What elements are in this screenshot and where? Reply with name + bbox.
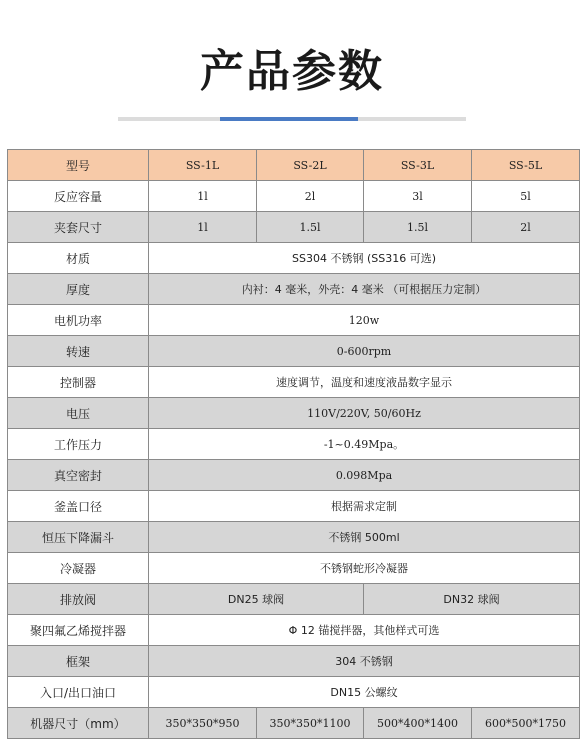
value-cell: 350*350*950: [149, 708, 257, 739]
row-label: 框架: [8, 646, 149, 677]
value-cell: SS304 不锈钢 (SS316 可选): [149, 243, 580, 274]
row-label: 冷凝器: [8, 553, 149, 584]
value-cell: 速度调节，温度和速度液晶数字显示: [149, 367, 580, 398]
row-label: 反应容量: [8, 181, 149, 212]
value-cell: 1.5l: [364, 212, 472, 243]
row-label: 夹套尺寸: [8, 212, 149, 243]
row-label: 釜盖口径: [8, 491, 149, 522]
row-label: 转速: [8, 336, 149, 367]
table-header-row: [8, 150, 580, 181]
value-cell: 2l: [257, 181, 364, 212]
row-label: 机器尺寸（mm）: [8, 708, 149, 739]
model-cell: SS-3L: [364, 150, 472, 181]
title-divider-accent: [220, 117, 358, 121]
table-row: [8, 646, 580, 677]
value-cell: DN25 球阀: [149, 584, 364, 615]
table-row: [8, 181, 580, 212]
value-cell: 600*500*1750: [472, 708, 580, 739]
value-cell: 1l: [149, 181, 257, 212]
table-row: [8, 398, 580, 429]
value-cell: 3l: [364, 181, 472, 212]
table-row: [8, 522, 580, 553]
table-row: [8, 460, 580, 491]
value-cell: 内衬：4 毫米，外壳：4 毫米 （可根据压力定制）: [149, 274, 580, 305]
value-cell: 2l: [472, 212, 580, 243]
table-row: [8, 677, 580, 708]
row-label: 排放阀: [8, 584, 149, 615]
model-cell: SS-1L: [149, 150, 257, 181]
table-row: [8, 553, 580, 584]
table-row: [8, 491, 580, 522]
table-row: [8, 615, 580, 646]
table-row: [8, 429, 580, 460]
table-row: [8, 584, 580, 615]
value-cell: 0.098Mpa: [149, 460, 580, 491]
title-divider: [118, 117, 466, 121]
model-cell: SS-2L: [257, 150, 364, 181]
row-label: 材质: [8, 243, 149, 274]
page-title: 产品参数: [200, 46, 384, 97]
value-cell: 根据需求定制: [149, 491, 580, 522]
row-label: 真空密封: [8, 460, 149, 491]
row-label: 恒压下降漏斗: [8, 522, 149, 553]
table-row: [8, 708, 580, 739]
value-cell: 5l: [472, 181, 580, 212]
value-cell: 0-600rpm: [149, 336, 580, 367]
value-cell: 不锈钢蛇形冷凝器: [149, 553, 580, 584]
spec-table: [7, 149, 580, 739]
value-cell: 1.5l: [257, 212, 364, 243]
row-label: 聚四氟乙烯搅拌器: [8, 615, 149, 646]
row-label: 控制器: [8, 367, 149, 398]
value-cell: 1l: [149, 212, 257, 243]
header-label-cell: 型号: [8, 150, 149, 181]
table-row: [8, 336, 580, 367]
row-label: 电机功率: [8, 305, 149, 336]
value-cell: DN32 球阀: [364, 584, 580, 615]
row-label: 入口/出口油口: [8, 677, 149, 708]
value-cell: -1~0.49Mpa。: [149, 429, 580, 460]
value-cell: 不锈钢 500ml: [149, 522, 580, 553]
value-cell: 110V/220V, 50/60Hz: [149, 398, 580, 429]
value-cell: Φ 12 锚搅拌器，其他样式可选: [149, 615, 580, 646]
row-label: 电压: [8, 398, 149, 429]
value-cell: 120w: [149, 305, 580, 336]
table-row: [8, 305, 580, 336]
row-label: 厚度: [8, 274, 149, 305]
table-row: [8, 367, 580, 398]
table-row: [8, 212, 580, 243]
model-cell: SS-5L: [472, 150, 580, 181]
value-cell: DN15 公螺纹: [149, 677, 580, 708]
table-row: [8, 274, 580, 305]
row-label: 工作压力: [8, 429, 149, 460]
value-cell: 304 不锈钢: [149, 646, 580, 677]
value-cell: 350*350*1100: [257, 708, 364, 739]
table-row: [8, 243, 580, 274]
value-cell: 500*400*1400: [364, 708, 472, 739]
